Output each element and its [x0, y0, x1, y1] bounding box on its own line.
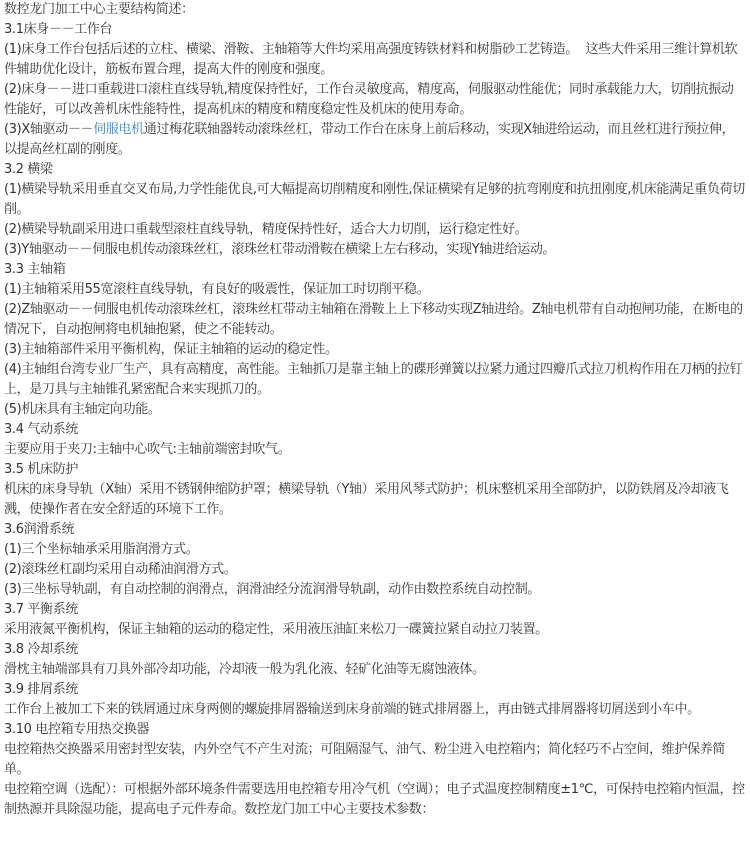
paragraph-text: (2)横梁导轨副采用进口重载型滚柱直线导轨，精度保持性好，适合大力切削，运行稳定性好。: [4, 222, 528, 237]
paragraph: [4, 780, 746, 820]
paragraph: [4, 560, 746, 580]
paragraph: [4, 280, 746, 300]
section-heading: 3.8 冷却系统: [4, 642, 79, 657]
section-heading: 3.6润滑系统: [4, 522, 75, 537]
paragraph: [4, 660, 746, 680]
paragraph-text: 电控箱热交换器采用密封型安装，内外空气不产生对流；可阻隔湿气、油气、粉尘进入电控箱内；简化轻巧不占空间，维护保养简单。: [4, 742, 726, 777]
paragraph-text: 通过梅花联轴器转动滚珠丝杠，带动工作台在床身上前后移动，实现X轴进给运动，而且丝杠进行预拉伸，以提高丝杠副的刚度。: [4, 122, 735, 157]
paragraph: [4, 180, 746, 220]
paragraph: [4, 340, 746, 360]
paragraph: [4, 40, 746, 80]
section-heading: 3.3 主轴箱: [4, 262, 66, 277]
paragraph-text: (2)滚珠丝杠副均采用自动稀油润滑方式。: [4, 562, 237, 577]
paragraph-text: 采用液氮平衡机构，保证主轴箱的运动的稳定性，采用液压油缸来松刀一碟簧拉紧自动拉刀装置。: [4, 622, 548, 637]
paragraph: [4, 240, 746, 260]
paragraph-text: (3)Y轴驱动－－伺服电机传动滚珠丝杠，滚珠丝杠带动滑鞍在横梁上左右移动，实现Y轴进给运动。: [4, 242, 556, 257]
paragraph: [4, 220, 746, 240]
paragraph-text: (2)Z轴驱动－－伺服电机传动滚珠丝杠，滚珠丝杠带动主轴箱在滑鞍上上下移动实现Z轴进给。Z轴电机带有自动抱闸功能，在断电的情况下，自动抱闸将电机轴抱紧，使之不能转动。: [4, 302, 743, 337]
paragraph: [4, 620, 746, 640]
paragraph: [4, 400, 746, 420]
paragraph: [4, 700, 746, 720]
paragraph: [4, 580, 746, 600]
paragraph: [4, 300, 746, 340]
paragraph-text: 工作台上被加工下来的铁屑通过床身两侧的螺旋排屑器输送到床身前端的链式排屑器上，再由链式排屑器将切屑送到小车中。: [4, 702, 700, 717]
paragraph: [4, 480, 746, 520]
paragraph: [4, 440, 746, 460]
paragraph-text: 滑枕主轴端部具有刀具外部冷却功能，冷却液一般为乳化液、轻矿化油等无腐蚀液体。: [4, 662, 485, 677]
paragraph-text: (3)三坐标导轨副，有自动控制的润滑点，润滑油经分流润滑导轨副，动作由数控系统自动控制。: [4, 582, 541, 597]
paragraph-text: (1)横梁导轨采用垂直交叉布局,力学性能优良,可大幅提高切削精度和刚性,保证横梁有足够的抗弯刚度和抗扭刚度,机床能满足重负荷切削。: [4, 182, 745, 217]
paragraph-text: (5)机床具有主轴定向功能。: [4, 402, 161, 417]
paragraph-text: 电控箱空调（选配）：可根据外部环境条件需要选用电控箱专用冷气机（空调）；电子式温度控制精度±1℃，可保持电控箱内恒温，控制热源并具除湿功能，提高电子元件寿命。数控龙门加工中心主要技术参数：: [4, 782, 745, 817]
paragraph-text: (3)主轴箱部件采用平衡机构，保证主轴箱的运动的稳定性。: [4, 342, 338, 357]
paragraph: [4, 540, 746, 560]
paragraph-text: (4)主轴组台湾专业厂生产，具有高精度，高性能。主轴抓刀是靠主轴上的碟形弹簧以拉紧力通过四瓣爪式拉刀机构作用在刀柄的拉钉上，是刀具与主轴锥孔紧密配合来实现抓刀的。: [4, 362, 743, 397]
paragraph: [4, 120, 746, 160]
paragraph-text: (2)床身－－进口重载进口滚柱直线导轨,精度保持性好，工作台灵敏度高，精度高，伺服驱动性能优；同时承载能力大，切削抗振动性能好，可以改善机床性能特性，提高机床的精度和精度稳定性及机床的使用寿命。: [4, 82, 734, 117]
paragraph: [4, 80, 746, 120]
article-title: 数控龙门加工中心主要结构简述：: [4, 2, 194, 17]
paragraph-text: 机床的床身导轨（X轴）采用不锈钢伸缩防护罩；横梁导轨（Y轴）采用风琴式防护；机床整机采用全部防护，以防铁屑及冷却液飞溅，使操作者在安全舒适的环境下工作。: [4, 482, 729, 517]
paragraph-text: (1)床身工作台包括后述的立柱、横梁、滑鞍、主轴箱等大件均采用高强度铸铁材料和树脂砂工艺铸造。 这些大件采用三维计算机软件辅助优化设计，筋板布置合理，提高大件的刚度和强度。: [4, 42, 738, 77]
section-heading: 3.4 气动系统: [4, 422, 79, 437]
servo-motor-link[interactable]: 伺服电机: [93, 122, 144, 137]
paragraph: [4, 740, 746, 780]
section-heading: 3.1床身－－工作台: [4, 22, 113, 37]
paragraph-text: (1)三个坐标轴承采用脂润滑方式。: [4, 542, 199, 557]
paragraph-text: (3)X轴驱动－－: [4, 122, 94, 137]
section-heading: 3.5 机床防护: [4, 462, 79, 477]
section-heading: 3.10 电控箱专用热交换器: [4, 722, 150, 737]
section-heading: 3.7 平衡系统: [4, 602, 79, 617]
paragraph-text: (1)主轴箱采用55宽滚柱直线导轨，有良好的吸震性，保证加工时切削平稳。: [4, 282, 430, 297]
paragraph: [4, 360, 746, 400]
paragraph-text: 主要应用于夹刀:主轴中心吹气:主轴前端密封吹气。: [4, 442, 291, 457]
section-heading: 3.2 横梁: [4, 162, 53, 177]
section-heading: 3.9 排屑系统: [4, 682, 79, 697]
